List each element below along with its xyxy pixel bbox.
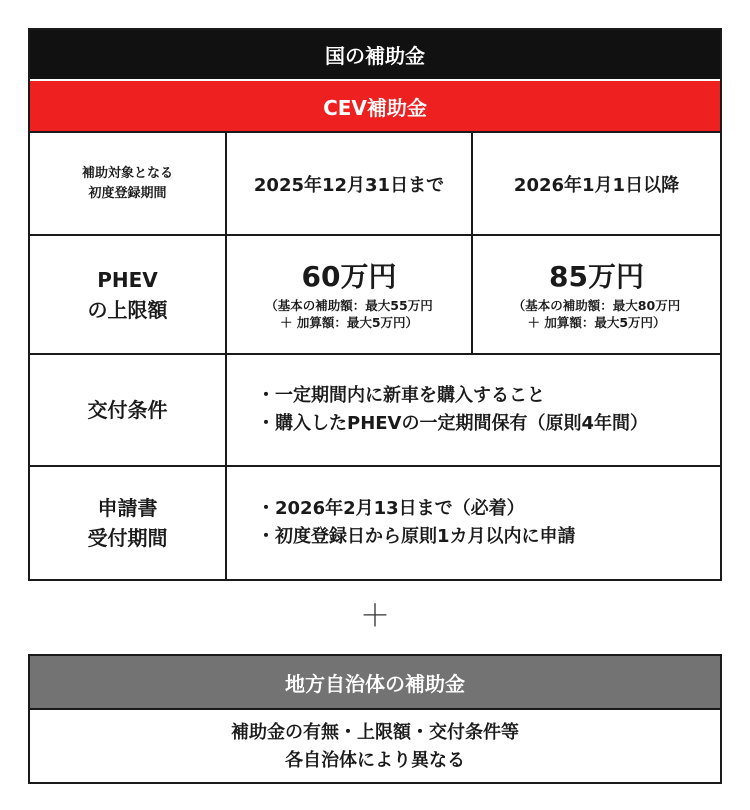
local-subsidy-body-line2: 各自治体により異なる: [285, 750, 465, 771]
limit-col1-detail-base: （基本の補助額：最大55万円: [265, 297, 433, 313]
acceptance-item: ・初度登録日から原則1カ月以内に申請: [257, 526, 576, 547]
limit-col1-detail-addition: ＋ 加算額：最大5万円）: [279, 314, 419, 330]
acceptance-period-label-line1: 申請書: [97, 496, 158, 520]
registration-period-label: [30, 133, 227, 234]
registration-period-label-line2: 初度登録期間: [88, 185, 167, 201]
condition-item: ・一定期間内に新車を購入すること: [257, 385, 545, 406]
registration-period-label-line1: 補助対象となる: [81, 165, 173, 181]
local-subsidy-box: [28, 654, 722, 784]
acceptance-period-cell: [227, 467, 720, 579]
national-subsidy-title: 国の補助金: [325, 44, 425, 68]
limit-col2-amount: 85万円: [549, 259, 644, 293]
cev-subsidy-title: CEV補助金: [323, 95, 427, 120]
phev-limit-label-line1: PHEV: [97, 267, 158, 292]
condition-item: ・購入したPHEVの一定期間保有（原則4年間）: [257, 413, 649, 434]
acceptance-period-row: [30, 465, 720, 579]
national-subsidy-header: [30, 30, 720, 79]
phev-limit-label: [30, 236, 227, 353]
acceptance-item: ・2026年2月13日まで（必着）: [257, 498, 525, 519]
period-col1-text: 2025年12月31日まで: [253, 174, 445, 196]
national-subsidy-table: [28, 28, 722, 581]
limit-col1-amount: 60万円: [301, 259, 397, 293]
conditions-cell: [227, 355, 720, 465]
local-subsidy-title: 地方自治体の補助金: [285, 671, 465, 696]
registration-period-row: [30, 131, 720, 234]
period-col1-cell: [227, 133, 473, 234]
acceptance-period-label-line2: 受付期間: [87, 526, 168, 550]
conditions-label-text: 交付条件: [87, 398, 168, 422]
period-col2-text: 2026年1月1日以降: [513, 174, 680, 196]
cev-subsidy-header: [30, 79, 720, 131]
acceptance-period-label: [30, 467, 227, 579]
limit-col2-cell: [473, 236, 720, 353]
plus-icon: ＋: [360, 599, 390, 634]
local-subsidy-header: [30, 656, 720, 708]
period-col2-cell: [473, 133, 720, 234]
local-subsidy-body: [30, 708, 720, 784]
local-subsidy-body-line1: 補助金の有無・上限額・交付条件等: [231, 722, 519, 743]
phev-limit-row: [30, 234, 720, 353]
phev-limit-label-line2: の上限額: [87, 297, 168, 322]
conditions-label: [30, 355, 227, 465]
conditions-row: [30, 353, 720, 465]
limit-col2-detail-addition: ＋ 加算額：最大5万円）: [527, 314, 666, 330]
limit-col2-detail-base: （基本の補助額：最大80万円: [512, 297, 681, 313]
limit-col1-cell: [227, 236, 473, 353]
